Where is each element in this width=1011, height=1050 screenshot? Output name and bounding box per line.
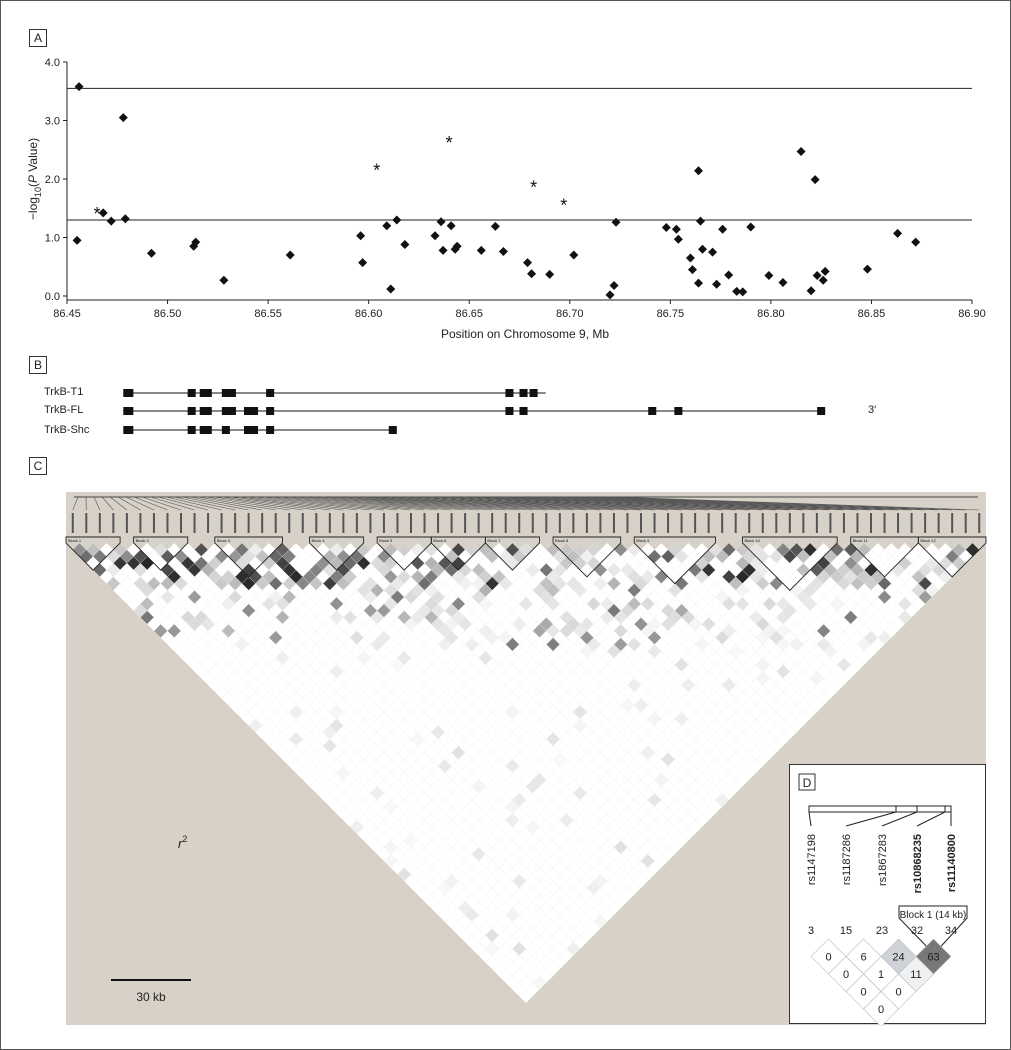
- ld-block-label: Block 7: [487, 538, 501, 543]
- marker-name-tick: [396, 513, 398, 533]
- marker-name-tick: [99, 513, 101, 533]
- marker-name-tick: [288, 513, 290, 533]
- marker-name-tick: [194, 513, 196, 533]
- y-tick-label: 2.0: [44, 174, 60, 186]
- marker-name-tick: [166, 513, 168, 533]
- marker-name-tick: [789, 513, 791, 533]
- x-tick-label: 86.55: [254, 308, 282, 320]
- inset-ld-value: 0: [877, 1004, 885, 1016]
- inset-ld-value: 0: [860, 986, 867, 999]
- marker-name-tick: [775, 513, 777, 533]
- inset-ld-value: 6: [860, 951, 867, 964]
- inset-ld-value: 0: [895, 986, 902, 999]
- marker-name-tick: [234, 513, 236, 533]
- marker-name-tick: [315, 513, 317, 533]
- ld-block-label: Block 12: [920, 538, 936, 543]
- inset-snp-name: rs1867283: [877, 834, 889, 886]
- marker-name-tick: [924, 513, 926, 533]
- marker-name-tick: [437, 513, 439, 533]
- ld-block-label: Block 5: [379, 538, 393, 543]
- imputed-snp-point: *: [93, 204, 101, 225]
- isoform-label-trkb-t1: TrkB-T1: [44, 386, 84, 398]
- y-tick-label: 1.0: [44, 232, 60, 245]
- marker-name-tick: [112, 513, 114, 533]
- marker-name-tick: [464, 513, 466, 533]
- marker-name-tick: [829, 513, 831, 533]
- marker-name-tick: [261, 513, 263, 533]
- isoform-label-trkb-shc: TrkB-Shc: [44, 424, 90, 436]
- three-prime-label: 3′: [868, 404, 877, 416]
- x-tick-label: 86.65: [455, 308, 483, 320]
- ld-block-label: Block 8: [555, 538, 569, 543]
- marker-name-tick: [180, 513, 182, 533]
- ld-block-label: Block 3: [216, 538, 230, 543]
- ld-block-label: Block 4: [311, 538, 325, 543]
- marker-name-tick: [654, 513, 656, 533]
- marker-name-tick: [559, 513, 561, 533]
- inset-snp-name: rs11140800: [946, 834, 958, 893]
- marker-name-tick: [599, 513, 601, 533]
- inset-top-number: 15: [839, 925, 853, 937]
- inset-ld-value: 0: [842, 969, 850, 981]
- marker-name-tick: [72, 513, 74, 533]
- marker-name-tick: [451, 513, 453, 533]
- marker-name-tick: [748, 513, 750, 533]
- y-tick-label: 0.0: [44, 291, 60, 303]
- inset-block-label: Block 1 (14 kb): [899, 910, 967, 921]
- marker-name-tick: [843, 513, 845, 533]
- inset-top-number: 23: [875, 925, 889, 937]
- inset-ld-value: 11: [910, 969, 922, 981]
- marker-name-tick: [897, 513, 899, 533]
- scale-bar-label: 30 kb: [136, 990, 166, 1004]
- marker-name-tick: [802, 513, 804, 533]
- marker-name-tick: [153, 513, 155, 533]
- marker-name-tick: [532, 513, 534, 533]
- inset-top-number: 34: [944, 925, 958, 937]
- marker-name-tick: [735, 513, 737, 533]
- panel-label-b: B: [29, 356, 47, 374]
- imputed-snp-point: *: [445, 132, 453, 153]
- ld-block-label: Block 2: [135, 538, 149, 543]
- imputed-snp-point: *: [560, 195, 568, 216]
- panel-label-c: C: [29, 457, 47, 475]
- marker-name-tick: [694, 513, 696, 533]
- ld-block-label: Block 10: [744, 538, 760, 543]
- marker-name-tick: [951, 513, 953, 533]
- marker-name-tick: [884, 513, 886, 533]
- inset-ld-value: 1: [877, 969, 885, 981]
- marker-name-tick: [667, 513, 669, 533]
- marker-name-tick: [586, 513, 588, 533]
- r2-label: $r^2$: [178, 834, 188, 851]
- x-tick-label: 86.75: [656, 308, 685, 320]
- marker-name-tick: [424, 513, 426, 533]
- ld-block-label: Block 9: [636, 538, 650, 543]
- block1-inset: [789, 764, 989, 1026]
- marker-name-tick: [640, 513, 642, 533]
- ld-block-label: Block 6: [433, 538, 447, 543]
- x-tick-label: 86.60: [354, 308, 383, 320]
- x-tick-label: 86.85: [857, 308, 886, 320]
- imputed-snp-point: *: [373, 160, 381, 181]
- marker-name-tick: [870, 513, 872, 533]
- marker-name-tick: [911, 513, 913, 533]
- ld-block-label: Block 1: [68, 538, 82, 543]
- panel-label-a: A: [29, 29, 47, 47]
- marker-name-tick: [938, 513, 940, 533]
- x-tick-label: 86.45: [53, 308, 81, 320]
- inset-ld-value: 63: [927, 951, 940, 964]
- x-axis-label: Position on Chromosome 9, Mb: [440, 327, 610, 341]
- y-tick-label: 3.0: [44, 115, 60, 128]
- marker-name-tick: [85, 513, 87, 533]
- inset-ld-value: 24: [892, 951, 905, 964]
- marker-name-tick: [626, 513, 628, 533]
- marker-name-tick: [478, 513, 480, 533]
- isoform-label-trkb-fl: TrkB-FL: [44, 404, 84, 416]
- marker-name-tick: [383, 513, 385, 533]
- marker-name-tick: [572, 513, 574, 533]
- marker-name-tick: [978, 513, 980, 533]
- marker-name-tick: [505, 513, 507, 533]
- marker-name-tick: [329, 513, 331, 533]
- inset-snp-name: rs1147198: [806, 834, 818, 886]
- marker-name-tick: [545, 513, 547, 533]
- ld-block-label: Block 11: [852, 538, 868, 543]
- marker-name-tick: [491, 513, 493, 533]
- marker-name-tick: [762, 513, 764, 533]
- marker-name-tick: [721, 513, 723, 533]
- marker-name-tick: [139, 513, 141, 533]
- snp-map-bar: [809, 806, 951, 812]
- marker-name-tick: [816, 513, 818, 533]
- marker-name-tick: [221, 513, 223, 533]
- x-tick-label: 86.80: [757, 308, 785, 320]
- y-tick-label: 4.0: [44, 57, 60, 69]
- inset-snp-name: rs1187286: [841, 834, 853, 886]
- marker-name-tick: [681, 513, 683, 533]
- marker-name-tick: [356, 513, 358, 533]
- x-tick-label: 86.90: [958, 308, 986, 320]
- marker-name-tick: [965, 513, 967, 533]
- inset-top-number: 32: [910, 925, 924, 937]
- x-tick-label: 86.50: [153, 308, 182, 320]
- marker-name-tick: [302, 513, 304, 533]
- marker-name-tick: [708, 513, 710, 533]
- imputed-snp-point: *: [530, 177, 538, 198]
- y-axis-label: $-\log_{10}(P$ Value): [26, 137, 43, 221]
- marker-name-tick: [342, 513, 344, 533]
- marker-name-tick: [275, 513, 277, 533]
- marker-name-tick: [369, 513, 371, 533]
- marker-name-tick: [410, 513, 412, 533]
- marker-name-tick: [856, 513, 858, 533]
- panel-label-d: D: [802, 776, 812, 790]
- inset-snp-name: rs10868235: [912, 834, 924, 894]
- inset-top-number: 3: [807, 925, 815, 937]
- x-tick-label: 86.70: [556, 308, 584, 320]
- marker-name-tick: [207, 513, 209, 533]
- marker-name-tick: [613, 513, 615, 533]
- marker-name-tick: [126, 513, 128, 533]
- inset-ld-value: 0: [825, 951, 832, 964]
- marker-name-tick: [248, 513, 250, 533]
- marker-name-tick: [518, 513, 520, 533]
